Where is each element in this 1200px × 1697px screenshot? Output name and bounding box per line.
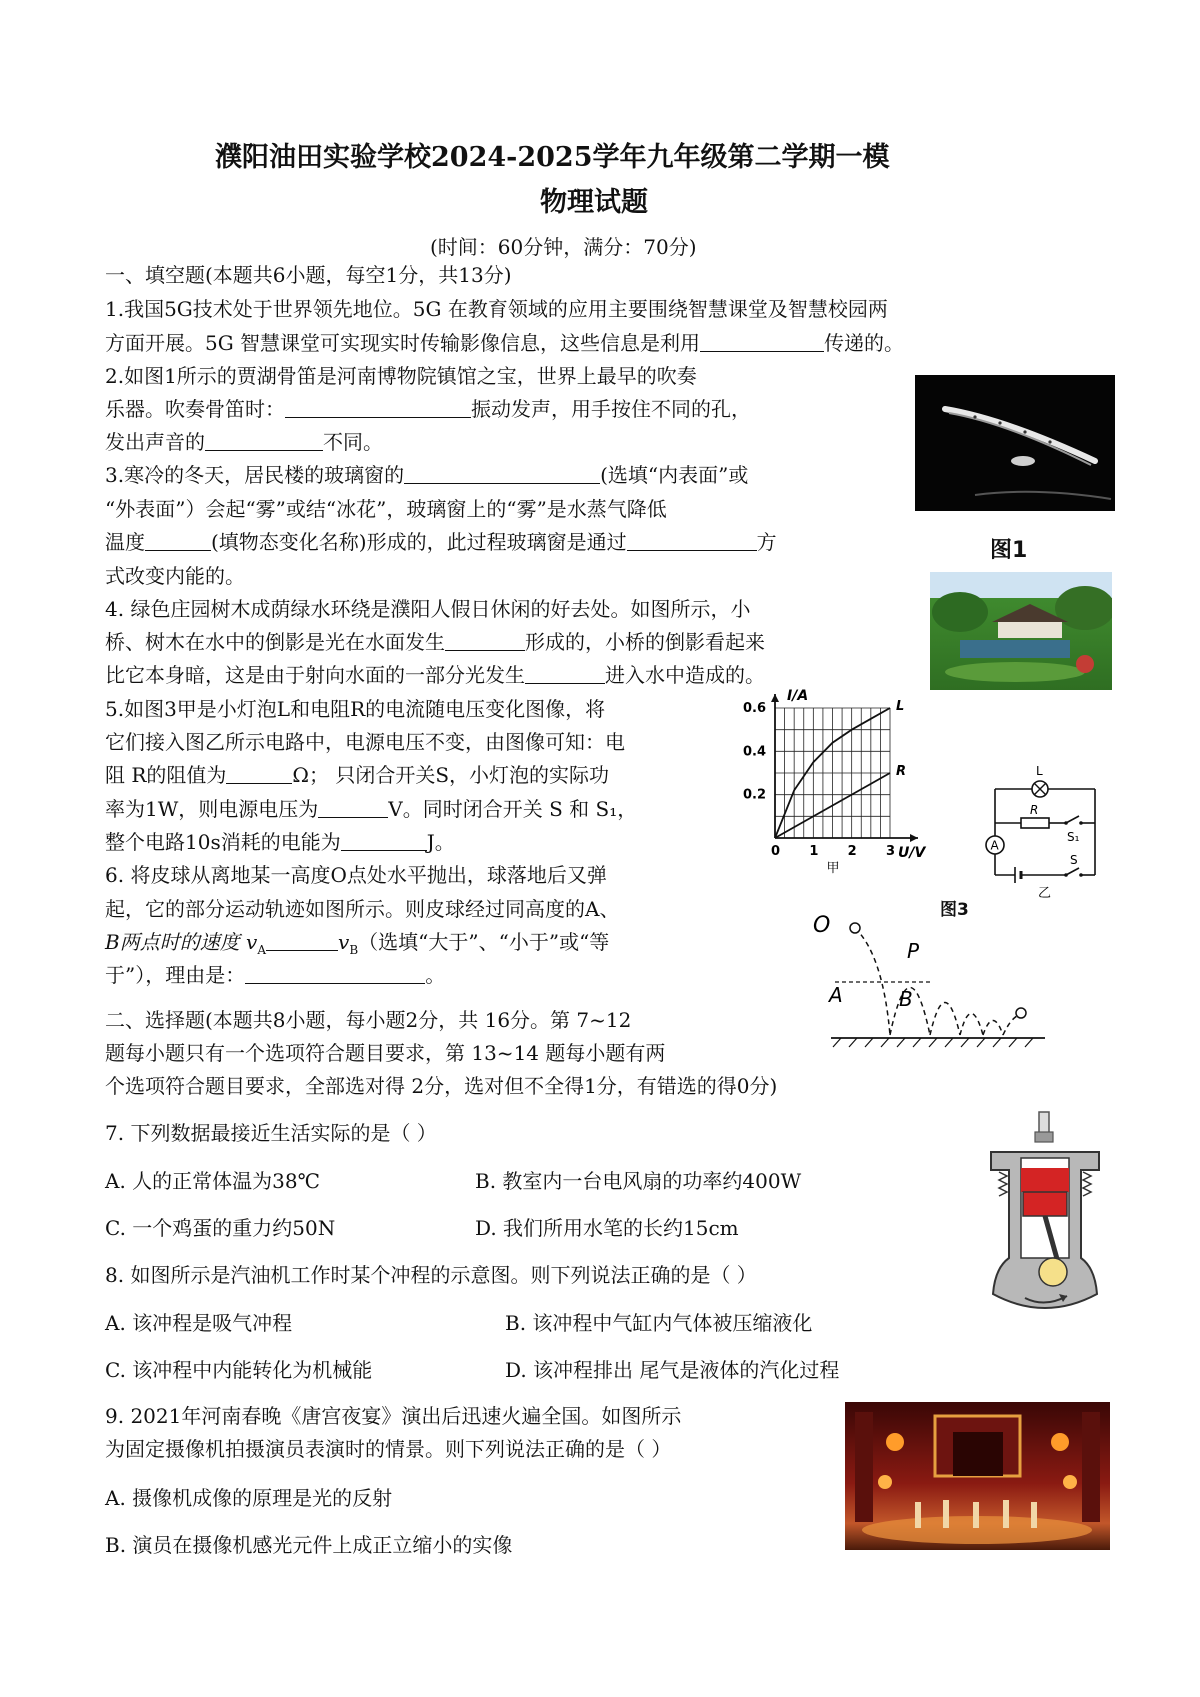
q4-text-c: 比它本身暗，这是由于射向水面的一部分光发生 — [105, 663, 525, 687]
point-b-label: B — [899, 987, 913, 1011]
q3-text-e: 方 — [756, 530, 777, 554]
x-tick-label: 1 — [809, 844, 819, 859]
q5-blank-3[interactable] — [341, 832, 427, 851]
q5-line4 — [105, 797, 637, 821]
exam-subtitle: 物理试题 — [540, 187, 648, 218]
q6-blank-2[interactable] — [245, 965, 425, 984]
q6-text-a: B两点时的速度 v — [105, 930, 258, 954]
q2-text-d: 不同。 — [323, 430, 383, 454]
q6-line1: 6. 将皮球从离地某一高度O点处水平抛出，球落地后又弹 — [105, 863, 607, 887]
switch1-icon — [1064, 816, 1083, 825]
figure1-label: 图1 — [990, 538, 1028, 563]
q1-text-b: 传递的。 — [824, 331, 905, 355]
iu-chart — [740, 688, 960, 888]
q3-blank-3[interactable] — [627, 532, 757, 551]
lamp-icon — [1032, 781, 1048, 797]
q6-text-e: 。 — [425, 963, 446, 987]
q9-line2: 为固定摄像机拍摄演员表演时的情景。则下列说法正确的是（ ） — [105, 1437, 672, 1461]
q3-text-d: (填物态变化名称)形成的，此过程玻璃窗是通过 — [211, 530, 627, 554]
y-axis-arrow — [771, 694, 779, 702]
section2-line3: 个选项符合题目要求，全部选对得 2分，选对但不全得1分，有错选的得0分) — [105, 1074, 778, 1098]
q5-line3 — [105, 763, 609, 787]
bone-flute-photo — [915, 375, 1115, 511]
x-axis-label: U/V — [898, 845, 926, 861]
q4-blank-2[interactable] — [525, 665, 605, 684]
q9-line1: 9. 2021年河南春晚《唐宫夜宴》演出后迅速火遍全国。如图所示 — [105, 1404, 682, 1428]
q6-text-c: （选填“大于”、“小于”或“等 — [358, 930, 610, 954]
q2-text-c: 发出声音的 — [105, 430, 205, 454]
q8-option-d[interactable]: D. 该冲程排出 尾气是液体的汽化过程 — [505, 1358, 840, 1382]
q1-line1: 1.我国5G技术处于世界领先地位。5G 在教育领域的应用主要围绕智慧课堂及智慧校园两 — [105, 297, 888, 321]
section1-heading: 一、填空题(本题共6小题，每空1分，共13分) — [105, 263, 512, 287]
x-tick-label: 2 — [847, 844, 857, 859]
ball-start-icon — [850, 923, 860, 933]
trajectory-segment — [930, 1003, 960, 1036]
q2-text-b: 振动发声，用手按住不同的孔， — [471, 397, 751, 421]
q6-sub-b: B — [349, 943, 359, 957]
q2-blank-1[interactable] — [285, 399, 471, 418]
stage-performance-photo — [845, 1402, 1110, 1550]
section2-line2: 题每小题只有一个选项符合题目要求，第 13~14 题每小题有两 — [105, 1041, 666, 1065]
q5-line2: 它们接入图乙所示电路中，电源电压不变，由图像可知：电 — [105, 730, 625, 754]
ammeter-icon — [986, 836, 1004, 854]
q4-line2 — [105, 630, 765, 654]
park-photo — [930, 572, 1112, 690]
q3-blank-2[interactable] — [145, 532, 211, 551]
q1-blank[interactable] — [700, 333, 824, 352]
y-axis-label: I/A — [787, 688, 809, 704]
switch1-label: S₁ — [1067, 830, 1080, 844]
q4-text-b: 形成的，小桥的倒影看起来 — [525, 630, 765, 654]
engine-diagram — [985, 1108, 1105, 1318]
q7-option-a[interactable]: A. 人的正常体温为38℃ — [105, 1169, 320, 1193]
q2-blank-2[interactable] — [205, 432, 323, 451]
q5-text-f: J。 — [426, 830, 455, 854]
compressed-gas — [1021, 1168, 1069, 1192]
q2-line1: 2.如图1所示的贾湖骨笛是河南博物院镇馆之宝，世界上最早的吹奏 — [105, 364, 697, 388]
circuit-sublabel: 乙 — [1038, 886, 1052, 900]
q2-text-a: 乐器。吹奏骨笛时： — [105, 397, 285, 421]
crankshaft-icon — [1039, 1258, 1067, 1286]
q9-option-b[interactable]: B. 演员在摄像机感光元件上成正立缩小的实像 — [105, 1533, 513, 1557]
q6-text-d: 于”），理由是： — [105, 963, 246, 987]
series-label-R: R — [896, 764, 907, 779]
q3-line4: 式改变内能的。 — [105, 564, 245, 588]
figure3-label: 图3 — [940, 900, 969, 920]
section2-line1: 二、选择题(本题共8小题，每小题2分，共 16分。第 7~12 — [105, 1008, 632, 1032]
q8-stem: 8. 如图所示是汽油机工作时某个冲程的示意图。则下列说法正确的是（ ） — [105, 1263, 757, 1287]
q6-line4 — [105, 963, 445, 987]
lamp-label: L — [1036, 765, 1043, 778]
q1-text-a: 方面开展。5G 智慧课堂可实现实时传输影像信息，这些信息是利用 — [105, 331, 701, 355]
trajectory-segment — [983, 1021, 1003, 1036]
y-tick-label: 0.4 — [743, 744, 767, 760]
exam-info: (时间：60分钟，满分：70分) — [430, 235, 697, 259]
q4-line3 — [105, 663, 765, 687]
resistor-icon — [1021, 818, 1049, 828]
ammeter-label: A — [990, 838, 999, 853]
q6-text-b: v — [338, 930, 350, 954]
q4-line1: 4. 绿色庄园树木成荫绿水环绕是濮阳人假日休闲的好去处。如图所示，小 — [105, 597, 751, 621]
q5-line5 — [105, 830, 455, 854]
q6-sub-a: A — [257, 943, 267, 957]
switch-label: S — [1070, 853, 1078, 867]
x-tick-label: 3 — [886, 844, 896, 859]
q9-option-a[interactable]: A. 摄像机成像的原理是光的反射 — [105, 1486, 393, 1510]
q6-blank-1[interactable] — [266, 932, 338, 951]
q8-option-a[interactable]: A. 该冲程是吸气冲程 — [105, 1311, 293, 1335]
ground-hatching — [833, 1038, 1033, 1047]
q7-option-d[interactable]: D. 我们所用水笔的长约15cm — [475, 1216, 739, 1240]
battery-icon — [1015, 867, 1021, 883]
q4-text-d: 进入水中造成的。 — [605, 663, 765, 687]
q3-text-b: (选填“内表面”或 — [600, 463, 749, 487]
q7-stem: 7. 下列数据最接近生活实际的是（ ） — [105, 1121, 437, 1145]
x-tick-label: 0 — [771, 844, 781, 859]
series-label-L: L — [896, 699, 905, 714]
q3-line2: “外表面”）会起“雾”或结“冰花”，玻璃窗上的“雾”是水蒸气降低 — [105, 497, 667, 521]
q6-line3 — [105, 930, 609, 962]
exam-title: 濮阳油田实验学校2024-2025学年九年级第二学期一模 — [215, 142, 890, 173]
q7-option-c[interactable]: C. 一个鸡蛋的重力约50N — [105, 1216, 336, 1240]
q5-text-d: V。同时闭合开关 S 和 S₁， — [388, 797, 638, 821]
q1-line2 — [105, 331, 904, 355]
point-a-label: A — [829, 983, 843, 1007]
chart-sublabel: 甲 — [826, 861, 840, 876]
q2-line2 — [105, 397, 751, 421]
y-tick-label: 0.2 — [743, 787, 767, 803]
q8-option-c[interactable]: C. 该冲程中内能转化为机械能 — [105, 1358, 373, 1382]
circuit-diagram — [975, 765, 1115, 900]
q4-blank-1[interactable] — [445, 632, 525, 651]
piston-icon — [1023, 1192, 1067, 1216]
trajectory-segment — [960, 1014, 983, 1036]
ball-trajectory-diagram — [795, 910, 1055, 1055]
q6-line2: 起，它的部分运动轨迹如图所示。则皮球经过同高度的A、 — [105, 897, 620, 921]
point-o-label: O — [813, 913, 831, 938]
y-tick-label: 0.6 — [743, 701, 767, 716]
q4-text-a: 桥、树木在水中的倒影是光在水面发生 — [105, 630, 445, 654]
q5-text-c: 率为1W，则电源电压为 — [105, 797, 319, 821]
q7-option-b[interactable]: B. 教室内一台电风扇的功率约400W — [475, 1169, 802, 1193]
q3-line3 — [105, 530, 777, 554]
ball-end-icon — [1016, 1008, 1026, 1018]
q5-line1: 5.如图3甲是小灯泡L和电阻R的电流随电压变化图像，将 — [105, 697, 606, 721]
point-p-label: P — [907, 939, 920, 963]
q8-option-b[interactable]: B. 该冲程中气缸内气体被压缩液化 — [505, 1311, 813, 1335]
spark-plug-icon — [1039, 1112, 1049, 1134]
q3-line1 — [105, 463, 748, 487]
trajectory-segment — [1003, 1016, 1017, 1035]
q3-blank-1[interactable] — [404, 465, 600, 484]
resistor-label: R — [1030, 803, 1039, 817]
switch-icon — [1064, 868, 1083, 877]
q2-line3 — [105, 430, 383, 454]
q5-text-b: Ω； 只闭合开关S，小灯泡的实际功 — [292, 763, 610, 787]
q3-text-c: 温度 — [105, 530, 145, 554]
spark-plug-base-icon — [1035, 1132, 1053, 1142]
q5-blank-1[interactable] — [226, 765, 292, 784]
q5-text-a: 阻 R的阻值为 — [105, 763, 227, 787]
q5-text-e: 整个电路10s消耗的电能为 — [105, 830, 341, 854]
x-axis-arrow — [910, 834, 918, 842]
q5-blank-2[interactable] — [318, 799, 388, 818]
q3-text-a: 3.寒冷的冬天，居民楼的玻璃窗的 — [105, 463, 405, 487]
